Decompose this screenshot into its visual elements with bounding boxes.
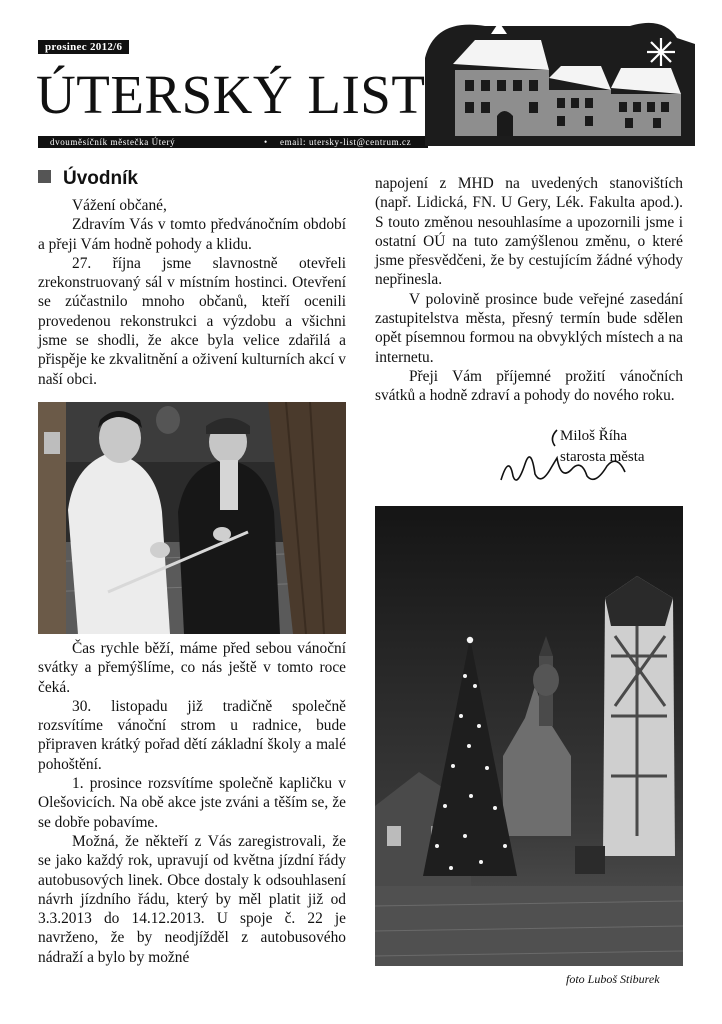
ribbon-cutting-photo: [38, 402, 346, 634]
town-houses-icon: [425, 18, 695, 146]
article-left-top: [38, 196, 346, 389]
section-heading: [38, 168, 138, 190]
paragraph: 1. prosince rozsvítíme společně kapličku v Olešovicích. Na obě akce jste zváni a těším se, že se dobře pobavíme.: [38, 775, 346, 831]
section-title: Úvodník: [63, 168, 138, 189]
paragraph: napojení z MHD na uvedených stanovištích (např. Lidická, FN. U Gery, Lék. Fakulta apod.). S touto změnou nesouhlasíme a upozornili jsme i ostatní OÚ na tuto zamýšlenou změnu, o které jsme přesvědčeni, že by cestujícím žádné výhody nepřinesla.: [375, 175, 683, 289]
heading-square-icon: [38, 170, 51, 183]
article-right: [375, 174, 683, 406]
masthead-separator: •: [264, 137, 268, 147]
christmas-tree-night-photo: [375, 506, 683, 966]
masthead-subtitle: dvouměsíčník městečka Úterý: [50, 137, 176, 147]
issue-label: prosinec 2012/6: [38, 40, 129, 54]
signature-name: Miloš Říha: [560, 428, 628, 444]
article-left-bottom: [38, 639, 346, 967]
signature-role: starosta města: [560, 449, 645, 465]
paragraph: Možná, že někteří z Vás zaregistrovali, že se jako každý rok, upravují od května jízdní řády autobusových linek. Obce dostaly k odsouhlasení návrh jízdního řádu, který by měl platit již od 3.3.2013 do 14.12.2013. U spoje č. 22 je navrženo, že by neodjížděl z autobusového nádraží a bylo by možné: [38, 832, 346, 966]
paragraph: 30. listopadu již tradičně společně rozsvítíme vánoční strom u radnice, bude připraven krátký pořad dětí základní školy a malé pohoštění.: [38, 697, 346, 773]
paragraph: Zdravím Vás v tomto předvánočním období a přeji Vám hodně pohody a klidu.: [38, 216, 346, 253]
paragraph: Čas rychle běží, máme před sebou vánoční svátky a přemýšlíme, co nás ještě v tomto roce čeká.: [38, 640, 346, 696]
newspaper-title: ÚTERSKÝ LIST: [36, 64, 426, 125]
paragraph: 27. října jsme slavnostně otevřeli zrekonstruovaný sál v místním hostinci. Otevření se zúčastnilo mnoho občanů, kteří ocenili provedenou rekonstrukci a výzdobu a všichni jsme se shodli, že akce byla velice zdařilá a přispěje ke zkvalitnění a oživení kulturních akcí v naší obci.: [38, 254, 346, 388]
photo-caption: foto Luboš Stiburek: [566, 972, 660, 986]
masthead-email: email: utersky-list@centrum.cz: [280, 137, 412, 147]
masthead-bar: [38, 136, 428, 148]
paragraph: V polovině prosince bude veřejné zasedání zastupitelstva města, přesný termín bude sdělen opět písemnou formou na obvyklých místech a na internetu.: [375, 290, 683, 366]
paragraph: Přeji Vám příjemné prožití vánočních svátků a hodně zdraví a pohody do nového roku.: [375, 367, 683, 405]
greeting: Vážení občané,: [72, 197, 167, 214]
